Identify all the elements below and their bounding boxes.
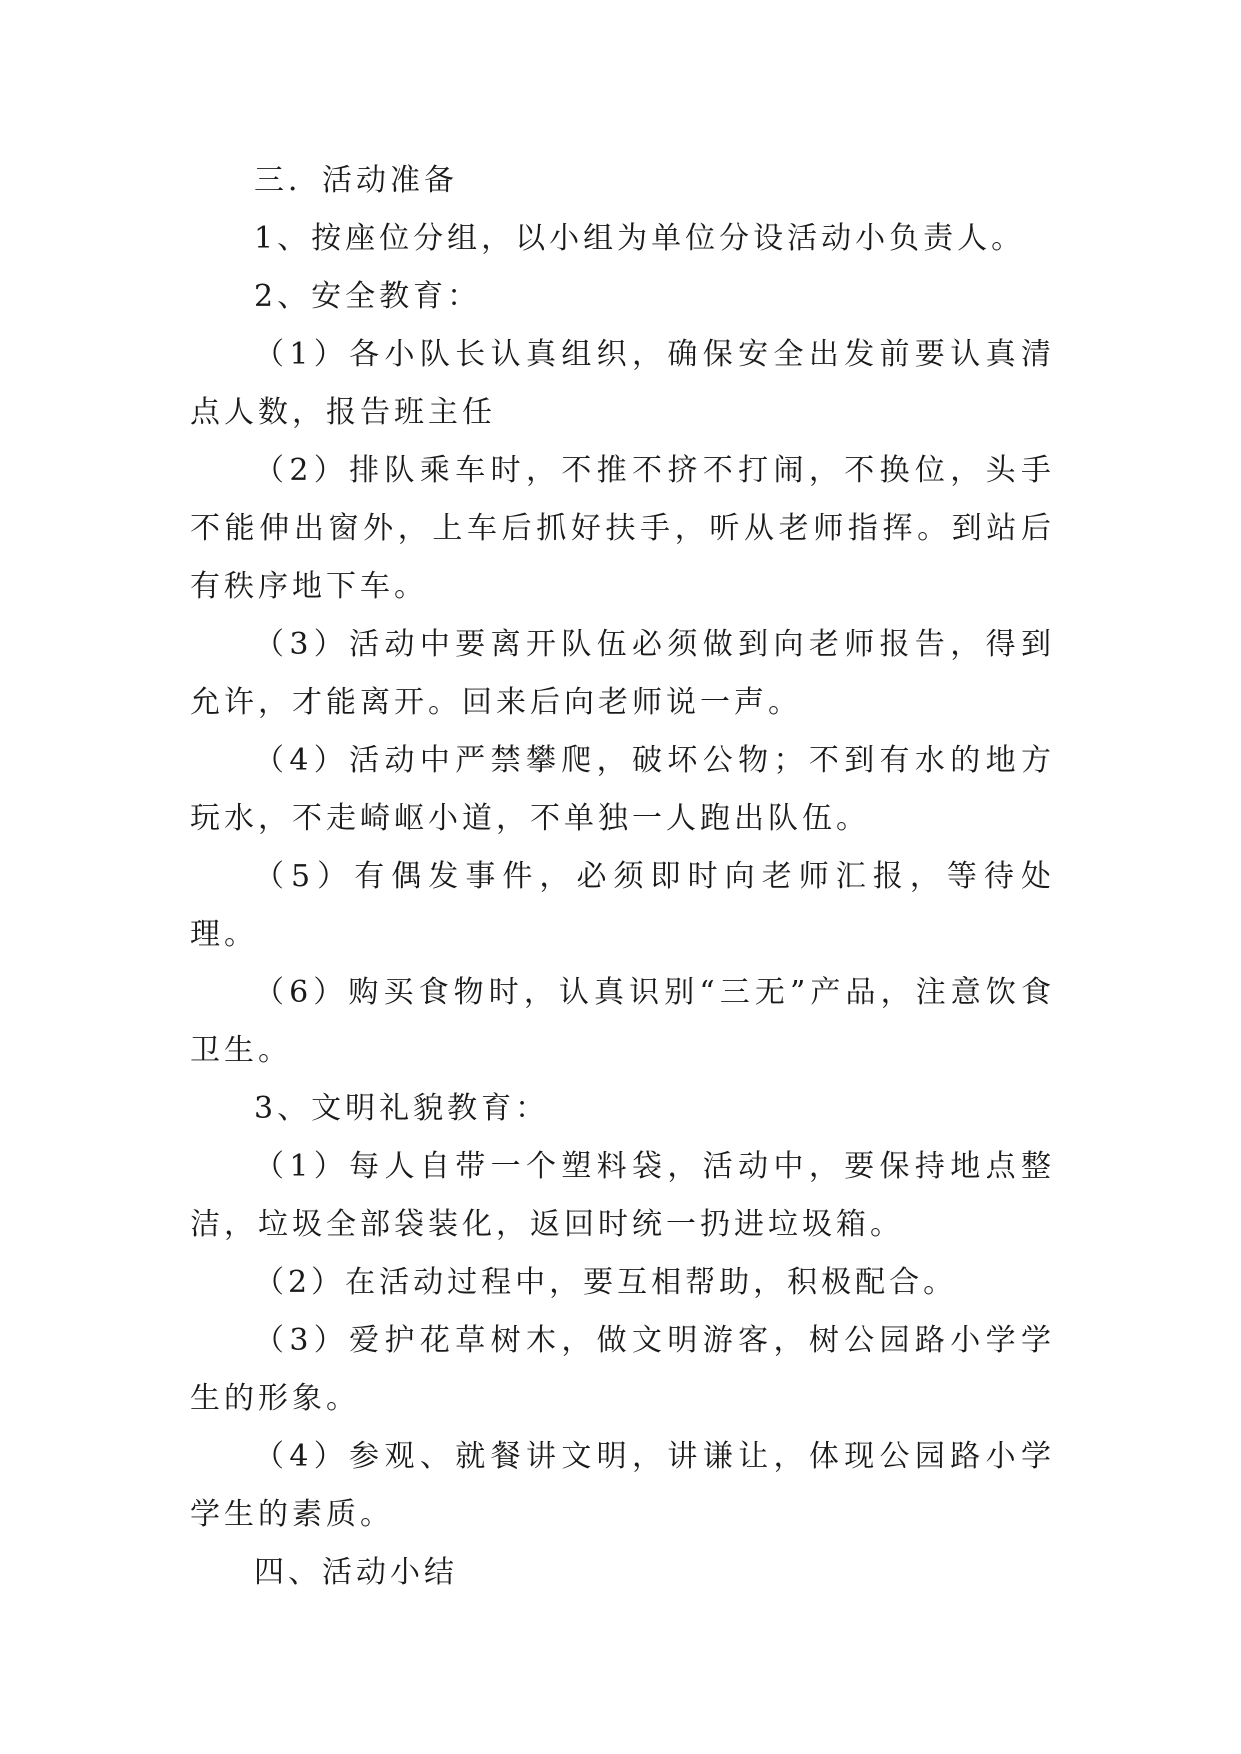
safety-item-6: （6）购买食物时，认真识别“三无”产品，注意饮食卫生。 — [190, 975, 1055, 1068]
paragraph-grouping: 1、按座位分组，以小组为单位分设活动小负责人。 — [254, 221, 1026, 256]
safety-item-3: （3）活动中要离开队伍必须做到向老师报告，得到允许，才能离开。回来后向老师说一声。 — [190, 627, 1055, 720]
civility-item-3: （3）爱护花草树木，做文明游客，树公园路小学学生的形象。 — [190, 1323, 1055, 1416]
civility-item-2: （2）在活动过程中，要互相帮助，积极配合。 — [254, 1265, 958, 1300]
safety-item-4: （4）活动中严禁攀爬，破坏公物；不到有水的地方玩水，不走崎岖小道，不单独一人跑出队伍。 — [190, 743, 1055, 836]
section-heading-preparation: 三．活动准备 — [254, 163, 458, 198]
safety-item-1: （1）各小队长认真组织，确保安全出发前要认真清点人数，报告班主任 — [190, 337, 1055, 430]
safety-item-5: （5）有偶发事件，必须即时向老师汇报，等待处理。 — [190, 859, 1055, 952]
safety-item-2: （2）排队乘车时，不推不挤不打闹，不换位，头手不能伸出窗外，上车后抓好扶手，听从老师指挥。到站后有秩序地下车。 — [190, 453, 1055, 604]
subheading-civility-education: 3、文明礼貌教育： — [254, 1091, 550, 1126]
civility-item-4: （4）参观、就餐讲文明，讲谦让，体现公园路小学学生的素质。 — [190, 1439, 1055, 1532]
document-body — [190, 152, 1055, 1602]
civility-item-1: （1）每人自带一个塑料袋，活动中，要保持地点整洁，垃圾全部袋装化，返回时统一扔进垃圾箱。 — [190, 1149, 1055, 1242]
section-heading-summary: 四、活动小结 — [254, 1555, 458, 1590]
subheading-safety-education: 2、安全教育： — [254, 279, 482, 314]
